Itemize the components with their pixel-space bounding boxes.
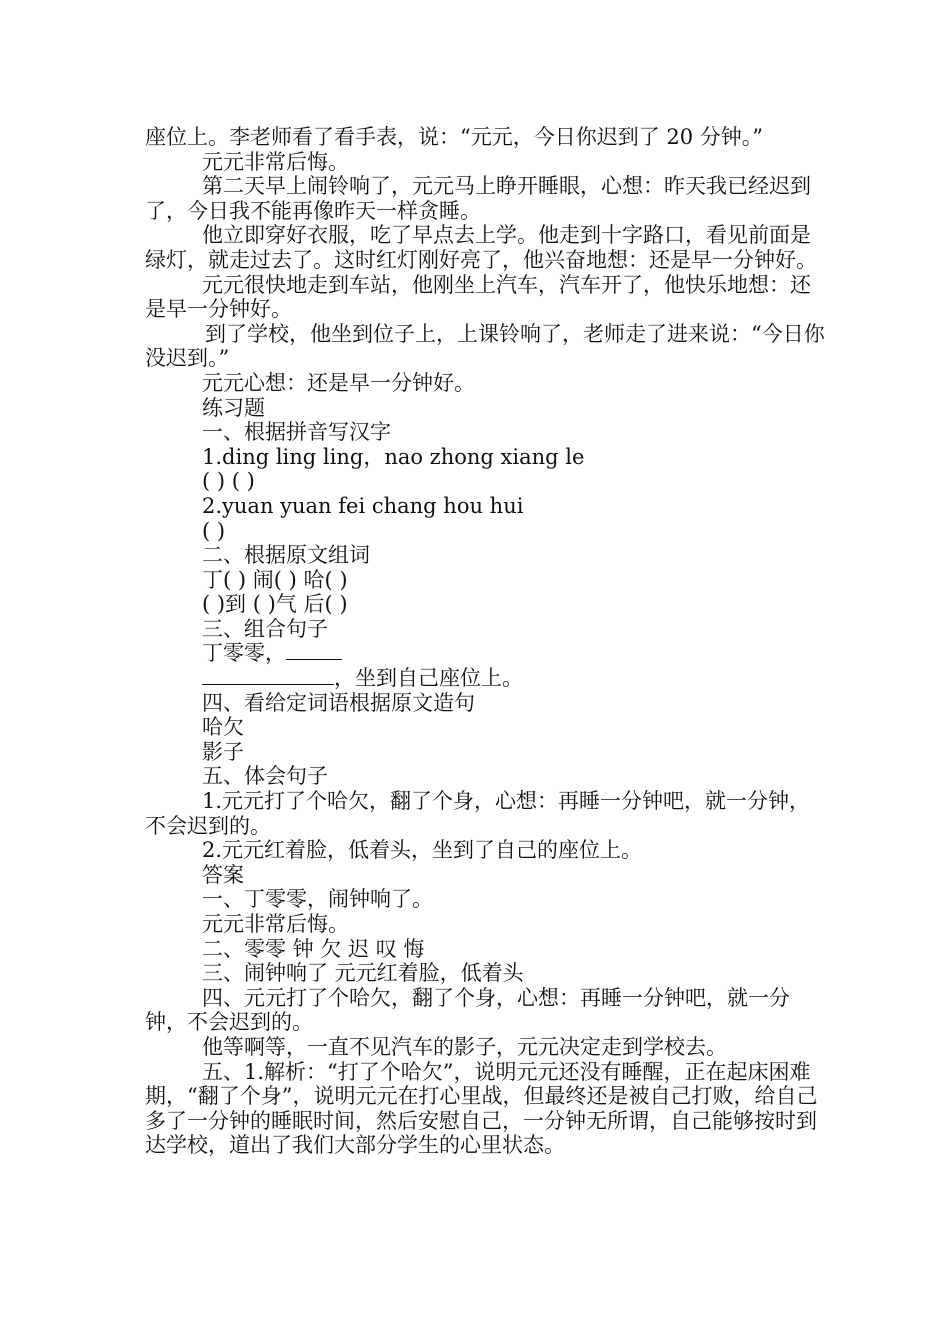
document-page	[145, 125, 825, 1158]
answer-2: 二、零零 钟 欠 迟 叹 悔	[202, 936, 425, 961]
story-paragraph-4: 他立即穿好衣服，吃了早点去上学。他走到十字路口，看见前面是绿灯，就走过去了。这时红灯刚好亮了，他兴奋地想：还是早一分钟好。	[145, 223, 817, 272]
story-paragraph-3: 第二天早上闹铃响了，元元马上睁开睡眼，心想：昨天我已经迟到了，今日我不能再像昨天一样贪睡。	[145, 174, 811, 223]
answers-title: 答案	[202, 862, 244, 887]
exercise-3-line-1-text: 丁零零，	[202, 641, 286, 666]
exercise-5-question-1: 1.元元打了个哈欠，翻了个身，心想：再睡一分钟吧，就一分钟，不会迟到的。	[145, 789, 811, 838]
story-paragraph-5: 元元很快地走到车站，他刚坐上汽车，汽车开了，他快乐地想：还是早一分钟好。	[145, 272, 811, 322]
answer-3: 三、闹钟响了 元元红着脸，低着头	[202, 961, 524, 986]
story-paragraph-6: 到了学校，他坐到位子上，上课铃响了，老师走了进来说：“今日你没迟到。”	[145, 321, 825, 371]
exercise-4-word-1: 哈欠	[202, 715, 244, 740]
answer-1-line-1: 一、丁零零，闹钟响了。	[202, 887, 433, 912]
exercise-section-4-title: 四、看给定词语根据原文造句	[202, 690, 475, 715]
story-paragraph-2: 元元非常后悔。	[202, 149, 349, 174]
exercise-3-line-1	[145, 641, 825, 666]
exercise-1-question-2-blanks: ( )	[202, 518, 226, 543]
fill-blank-long	[202, 666, 334, 685]
exercise-section-1-title: 一、根据拼音写汉字	[202, 420, 391, 445]
answer-4-line-2: 他等啊等，一直不见汽车的影子，元元决定走到学校去。	[202, 1034, 727, 1059]
exercise-section-2-title: 二、根据原文组词	[202, 543, 370, 568]
exercise-1-question-1-blanks: ( ) ( )	[202, 469, 255, 494]
answer-5: 五、1.解析：“打了个哈欠”，说明元元还没有睡醒，正在起床困难期，“翻了个身”，说明元元在打心里战，但最终还是被自己打败，给自己多了一分钟的睡眠时间，然后安慰自己，一分钟无所谓，自己能够按时到达学校，道出了我们大部分学生的心里状态。	[145, 1059, 818, 1158]
story-paragraph-7: 元元心想：还是早一分钟好。	[202, 370, 475, 395]
exercise-1-question-1: 1.ding ling ling，nao zhong xiang le	[202, 444, 585, 469]
exercise-1-question-2: 2.yuan yuan fei chang hou hui	[202, 493, 524, 518]
exercise-5-question-2: 2.元元红着脸，低着头，坐到了自己的座位上。	[202, 838, 643, 863]
exercise-3-line-2-text: ，坐到自己座位上。	[334, 666, 523, 691]
exercise-2-line-1: 丁( ) 闹( ) 哈( )	[202, 567, 348, 592]
fill-blank-short	[286, 641, 342, 660]
exercise-section-3-title: 三、组合句子	[202, 616, 328, 641]
exercise-section-5-title: 五、体会句子	[202, 764, 328, 789]
answer-1-line-2: 元元非常后悔。	[202, 912, 349, 936]
exercise-4-word-2: 影子	[202, 739, 244, 764]
exercise-3-line-2	[145, 666, 825, 691]
story-paragraph-1: 座位上。李老师看了看手表，说：“元元，今日你迟到了 20 分钟。”	[145, 125, 764, 149]
exercise-2-line-2: ( )到 ( )气 后( )	[202, 592, 348, 617]
answer-4: 四、元元打了个哈欠，翻了个身，心想：再睡一分钟吧，就一分钟，不会迟到的。	[145, 985, 790, 1035]
exercises-title: 练习题	[202, 395, 265, 420]
